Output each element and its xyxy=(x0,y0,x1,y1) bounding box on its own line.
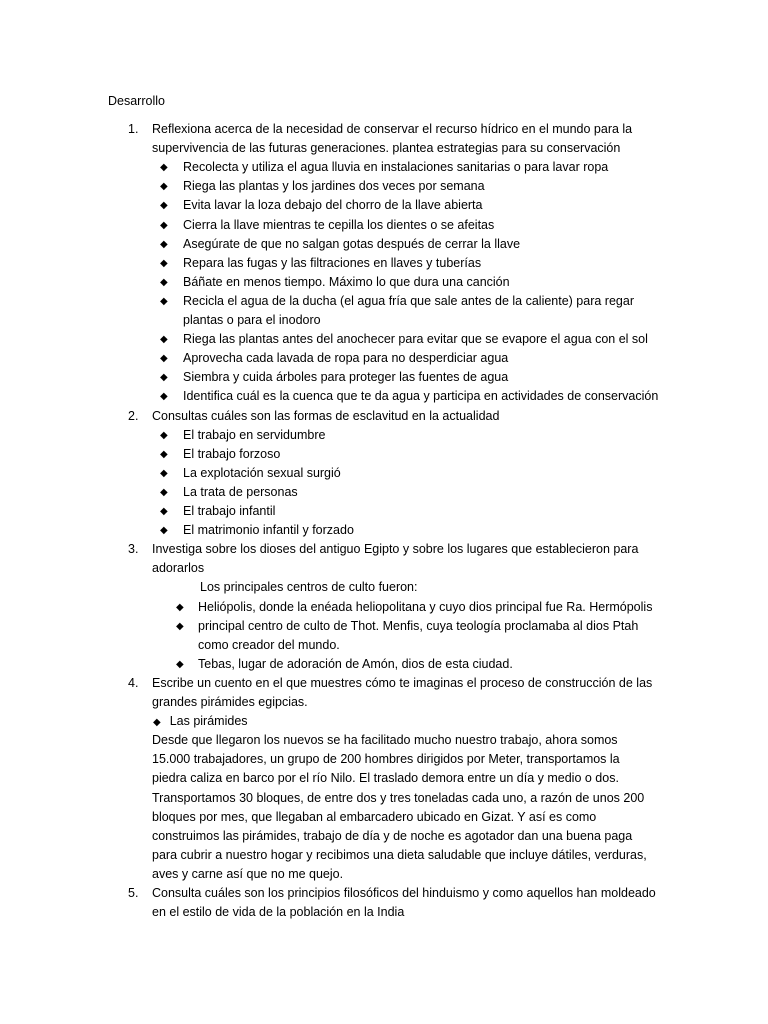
story-paragraph-line: piedra caliza en barco por el río Nilo. El traslado demora entre un día y medio o dos. xyxy=(152,771,619,786)
item-number: 2. xyxy=(128,408,139,423)
bullet-diamond-icon: ◆ xyxy=(160,181,168,193)
bullet-text: Riega las plantas antes del anochecer para evitar que se evapore el agua con el sol xyxy=(183,332,648,347)
bullet-diamond-icon: ◆ xyxy=(160,238,168,250)
bullet-text: Riega las plantas y los jardines dos veces por semana xyxy=(183,179,485,194)
bullet-diamond-icon: ◆ xyxy=(160,391,168,403)
story-paragraph-line: 15.000 trabajadores, un grupo de 200 hombres dirigidos por Meter, transportamos la xyxy=(152,752,620,767)
item-text: Escribe un cuento en el que muestres cómo te imaginas el proceso de construcción de las xyxy=(152,675,653,690)
story-paragraph-line: aves y carne así que no me quejo. xyxy=(152,866,344,881)
bullet-text: El trabajo forzoso xyxy=(183,446,281,461)
bullet-text: Recicla el agua de la ducha (el agua fría que sale antes de la caliente) para regar xyxy=(183,293,634,308)
bullet-text: como creador del mundo. xyxy=(198,637,340,652)
item-number: 4. xyxy=(128,675,139,690)
bullet-diamond-icon: ◆ xyxy=(160,506,168,517)
item-text: Consultas cuáles son las formas de esclavitud en la actualidad xyxy=(152,408,500,423)
bullet-diamond-icon: ◆ xyxy=(160,334,168,346)
bullet-diamond-icon: ◆ xyxy=(160,276,168,288)
bullet-diamond-icon: ◆ xyxy=(160,200,168,212)
bullet-text: Cierra la llave mientras te cepilla los dientes o se afeitas xyxy=(183,217,495,232)
bullet-text: La explotación sexual surgió xyxy=(183,465,341,480)
bullet-text: Aprovecha cada lavada de ropa para no desperdiciar agua xyxy=(183,351,509,366)
item-text: Consulta cuáles son los principios filosóficos del hinduismo y como aquellos han moldeado xyxy=(152,886,656,900)
item-number: 3. xyxy=(128,542,139,557)
bullet-text: La trata de personas xyxy=(183,484,298,499)
item-number: 5. xyxy=(128,886,139,900)
bullet-diamond-icon: ◆ xyxy=(160,295,168,307)
story-paragraph-line: Desde que llegaron los nuevos se ha facilitado mucho nuestro trabajo, ahora somos xyxy=(152,733,618,748)
bullet-diamond-icon: ◆ xyxy=(160,429,168,441)
bullet-text: Recolecta y utiliza el agua lluvia en instalaciones sanitarias o para lavar ropa xyxy=(183,160,609,175)
bullet-text: Heliópolis, donde la enéada heliopolitana y cuyo dios principal fue Ra. Hermópolis xyxy=(198,599,653,614)
bullet-text: Asegúrate de que no salgan gotas después de cerrar la llave xyxy=(183,236,521,251)
bullet-diamond-icon: ◆ xyxy=(176,620,184,632)
bullet-text: Identifica cuál es la cuenca que te da agua y participa en actividades de conservación xyxy=(183,389,659,404)
story-title: Las pirámides xyxy=(169,714,248,729)
bullet-diamond-icon: ◆ xyxy=(160,162,168,174)
bullet-text: plantas o para el inodoro xyxy=(183,312,321,327)
bullet-text: Siembra y cuida árboles para proteger las fuentes de agua xyxy=(183,370,509,385)
bullet-diamond-icon: ◆ xyxy=(160,525,168,537)
item-text: Investiga sobre los dioses del antiguo Egipto y sobre los lugares que establecieron para xyxy=(152,542,639,557)
bullet-text: El matrimonio infantil y forzado xyxy=(183,523,354,538)
bullet-diamond-icon: ◆ xyxy=(160,486,168,498)
section-heading: Desarrollo xyxy=(108,94,165,108)
bullet-diamond-icon: ◆ xyxy=(160,372,168,384)
bullet-diamond-icon: ◆ xyxy=(176,658,184,670)
bullet-diamond-icon: ◆ xyxy=(160,353,168,365)
item-text: supervivencia de las futuras generaciones. plantea estrategias para su conservación xyxy=(152,141,621,156)
item-text: grandes pirámides egipcias. xyxy=(152,694,308,709)
item-text: en el estilo de vida de la población en la India xyxy=(152,905,405,920)
bullet-text: Repara las fugas y las filtraciones en llaves y tuberías xyxy=(183,255,482,270)
item-text: adorarlos xyxy=(152,561,205,576)
bullet-diamond-icon: ◆ xyxy=(153,717,161,729)
bullet-text: Báñate en menos tiempo. Máximo lo que dura una canción xyxy=(183,274,510,289)
bullet-diamond-icon: ◆ xyxy=(160,257,168,269)
story-paragraph-line: bloques por mes, que llegaban al embarcadero ubicado en Gizat. Y así es como xyxy=(152,809,597,824)
story-paragraph-line: para cubrir a nuestro hogar y recibimos una dieta saludable que incluye dátiles, verduras, xyxy=(152,847,647,862)
story-title-item xyxy=(153,712,248,732)
item-text: Reflexiona acerca de la necesidad de conservar el recurso hídrico en el mundo para la xyxy=(152,122,633,136)
item-number: 1. xyxy=(128,122,139,136)
bullet-diamond-icon: ◆ xyxy=(160,448,168,460)
story-paragraph-line: Transportamos 30 bloques, de entre dos y tres toneladas cada uno, a razón de unos 200 xyxy=(152,790,645,805)
bullet-text: El trabajo en servidumbre xyxy=(183,427,326,442)
story-paragraph-line: construimos las pirámides, trabajo de día y de noche es agotador dan una buena paga xyxy=(152,828,633,843)
bullet-diamond-icon: ◆ xyxy=(160,219,168,231)
bullet-diamond-icon: ◆ xyxy=(176,601,184,613)
bullet-text: Evita lavar la loza debajo del chorro de la llave abierta xyxy=(183,198,483,213)
bullet-text: El trabajo infantil xyxy=(183,504,276,518)
bullet-text: Tebas, lugar de adoración de Amón, dios de esta ciudad. xyxy=(198,656,513,671)
bullet-text: principal centro de culto de Thot. Menfis, cuya teología proclamaba al dios Ptah xyxy=(198,618,639,633)
intro-text: Los principales centros de culto fueron: xyxy=(200,580,418,595)
bullet-diamond-icon: ◆ xyxy=(160,467,168,479)
